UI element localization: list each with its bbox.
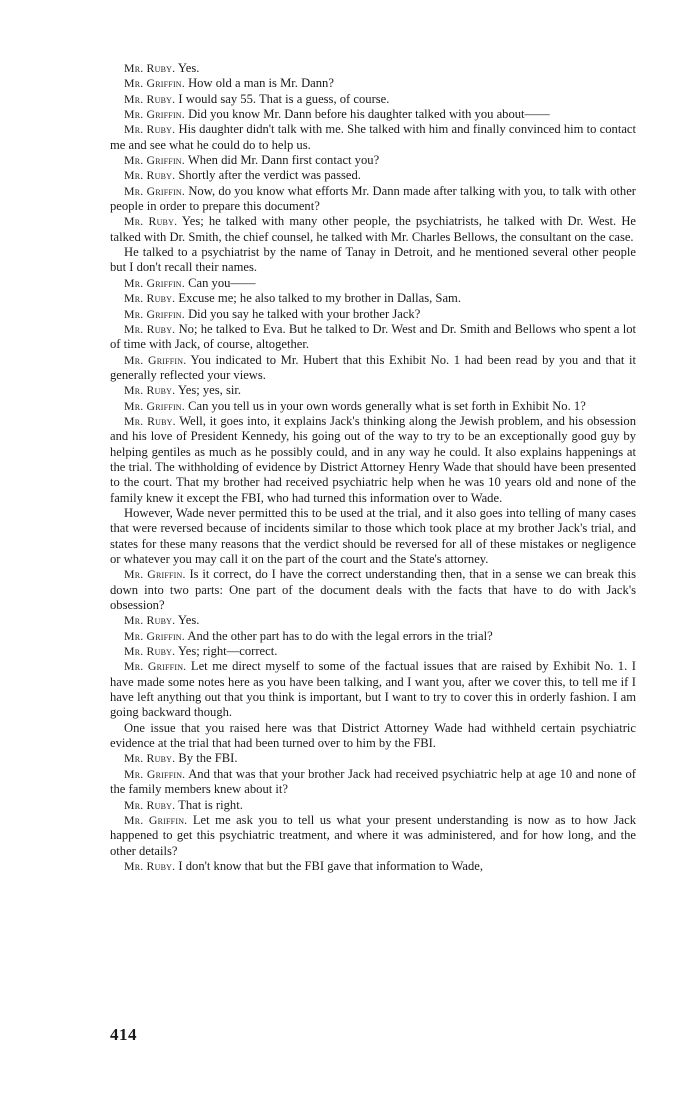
paragraph-text: Can you tell us in your own words generally what is set forth in Exhibit No. 1? — [184, 398, 586, 413]
transcript-paragraph — [110, 245, 636, 276]
speaker-name: Mr. Griffin. — [124, 76, 185, 91]
transcript-paragraph — [110, 751, 636, 766]
paragraph-text: Yes; yes, sir. — [175, 383, 242, 398]
paragraph-text: And the other part has to do with the legal errors in the trial? — [184, 628, 493, 643]
speaker-name: Mr. Griffin. — [124, 275, 185, 290]
transcript-paragraph — [110, 721, 636, 752]
transcript-paragraph — [110, 76, 636, 91]
transcript-paragraph — [110, 322, 636, 353]
paragraph-text: Yes. — [175, 613, 200, 628]
transcript-paragraph — [110, 798, 636, 813]
speaker-name: Mr. Ruby. — [124, 61, 176, 75]
speaker-name: Mr. Ruby. — [124, 797, 176, 812]
speaker-name: Mr. Griffin. — [124, 107, 185, 122]
paragraph-text: Is it correct, do I have the correct understanding then, that in a sense we can break this down into two parts: One part of the document deals with the facts that have to do with Jack's obsession? — [110, 567, 636, 613]
transcript-paragraph — [110, 613, 636, 628]
speaker-name: Mr. Griffin. — [124, 628, 185, 643]
speaker-name: Mr. Ruby. — [124, 91, 176, 106]
transcript-paragraph — [110, 122, 636, 153]
paragraph-text: Did you know Mr. Dann before his daughter talked with you about—— — [184, 107, 550, 122]
paragraph-text: Yes; right—correct. — [175, 644, 278, 659]
transcript-paragraph — [110, 383, 636, 398]
transcript-paragraph — [110, 399, 636, 414]
speaker-name: Mr. Griffin. — [124, 153, 185, 168]
transcript-paragraph — [110, 644, 636, 659]
paragraph-text: I would say 55. That is a guess, of course. — [175, 91, 390, 106]
paragraph-text: By the FBI. — [175, 751, 238, 766]
page-number: 414 — [110, 1025, 137, 1044]
paragraph-text: Yes; he talked with many other people, the psychiatrists, he talked with Dr. West. He talked with Dr. Smith, the chief counsel, he talked with Mr. Charles Bellows, the consultant on the case. — [110, 214, 637, 244]
speaker-name: Mr. Ruby. — [124, 858, 176, 873]
transcript-paragraph — [110, 659, 636, 720]
transcript-paragraph — [110, 214, 636, 245]
paragraph-text: And that was that your brother Jack had received psychiatric help at age 10 and none of the family members knew about it? — [110, 766, 636, 797]
paragraph-text: Let me direct myself to some of the factual issues that are raised by Exhibit No. 1. I have made some notes here as you have been talking, and I want you, after we cover this, to tell me if I have left anything out that you think is important, but I want to try to cover this in orderly fashion. I am going backward though. — [110, 659, 636, 720]
transcript-paragraph — [110, 92, 636, 107]
speaker-name: Mr. Griffin. — [124, 183, 186, 198]
paragraph-text: When did Mr. Dann first contact you? — [184, 153, 380, 168]
speaker-name: Mr. Griffin. — [124, 659, 187, 674]
transcript-body — [110, 61, 636, 874]
speaker-name: Mr. Griffin. — [124, 306, 185, 321]
paragraph-text: Yes. — [175, 61, 200, 75]
paragraph-text: That is right. — [175, 797, 243, 812]
speaker-name: Mr. Ruby. — [124, 291, 176, 306]
transcript-paragraph — [110, 767, 636, 798]
paragraph-text: Excuse me; he also talked to my brother in Dallas, Sam. — [175, 291, 461, 306]
paragraph-text: Can you—— — [184, 275, 256, 290]
paragraph-text: Let me ask you to tell us what your present understanding is now as to how Jack happened to get this psychiatric treatment, and where it was administered, and for how long, and the other details? — [110, 812, 637, 858]
speaker-name: Mr. Ruby. — [124, 644, 176, 659]
paragraph-text: His daughter didn't talk with me. She talked with him and finally convinced him to contact me and see what he could do to help us. — [110, 122, 636, 152]
transcript-paragraph — [110, 353, 636, 384]
transcript-paragraph — [110, 629, 636, 644]
paragraph-text: No; he talked to Eva. But he talked to Dr. West and Dr. Smith and Bellows who spent a lot of time with Jack, of course, altogether. — [110, 321, 637, 352]
paragraph-text: How old a man is Mr. Dann? — [184, 76, 334, 91]
transcript-paragraph — [110, 506, 636, 567]
speaker-name: Mr. Ruby. — [124, 214, 178, 229]
speaker-name: Mr. Griffin. — [124, 567, 186, 582]
transcript-paragraph — [110, 107, 636, 122]
transcript-paragraph — [110, 813, 636, 859]
transcript-paragraph — [110, 184, 636, 215]
transcript-paragraph — [110, 291, 636, 306]
speaker-name: Mr. Ruby. — [124, 168, 176, 183]
paragraph-text: One issue that you raised here was that District Attorney Wade had withheld certain psychiatric evidence at the trial that had been turned over to him by the FBI. — [110, 720, 636, 751]
transcript-paragraph — [110, 61, 636, 76]
transcript-paragraph — [110, 153, 636, 168]
paragraph-text: However, Wade never permitted this to be used at the trial, and it also goes into telling of many cases that were reversed because of incidents similar to those which took place at my brother Jack's trial, and states for these many reasons that the verdict should be reversed for all of these mistakes or negligence or whatever you may call it on the part of the court and the State's attorney. — [110, 505, 636, 566]
speaker-name: Mr. Griffin. — [124, 766, 186, 781]
paragraph-text: Now, do you know what efforts Mr. Dann made after talking with you, to talk with other people in order to prepare this document? — [110, 183, 636, 214]
speaker-name: Mr. Ruby. — [124, 413, 176, 428]
speaker-name: Mr. Ruby. — [124, 122, 176, 137]
paragraph-text: Shortly after the verdict was passed. — [175, 168, 361, 183]
transcript-paragraph — [110, 307, 636, 322]
speaker-name: Mr. Ruby. — [124, 613, 176, 628]
transcript-paragraph — [110, 567, 636, 613]
paragraph-text: He talked to a psychiatrist by the name of Tanay in Detroit, and he mentioned several other people but I don't recall their names. — [110, 245, 636, 275]
paragraph-text: You indicated to Mr. Hubert that this Exhibit No. 1 had been read by you and that it generally reflected your views. — [110, 352, 637, 382]
speaker-name: Mr. Griffin. — [124, 398, 185, 413]
transcript-paragraph — [110, 859, 636, 874]
speaker-name: Mr. Ruby. — [124, 751, 176, 766]
paragraph-text: Did you say he talked with your brother Jack? — [184, 306, 421, 321]
speaker-name: Mr. Ruby. — [124, 321, 176, 336]
paragraph-text: Well, it goes into, it explains Jack's thinking along the Jewish problem, and his obsession and his love of President Kennedy, his going out of the way to try to be an exceptionally good guy by helping gentiles as much as he possibly could, and in any way he could. It also explains happenings at the trial. The withholding of evidence by District Attorney Henry Wade that should have been presented to the court. That my brother had received psychiatric help when he was 10 years old and none of the family knew it except the FBI, who had turned this information over to Wade. — [110, 413, 636, 505]
transcript-paragraph — [110, 414, 636, 506]
paragraph-text: I don't know that but the FBI gave that information to Wade, — [175, 858, 483, 873]
transcript-paragraph — [110, 276, 636, 291]
speaker-name: Mr. Griffin. — [124, 812, 188, 827]
transcript-paragraph — [110, 168, 636, 183]
speaker-name: Mr. Ruby. — [124, 383, 176, 398]
speaker-name: Mr. Griffin. — [124, 352, 187, 367]
